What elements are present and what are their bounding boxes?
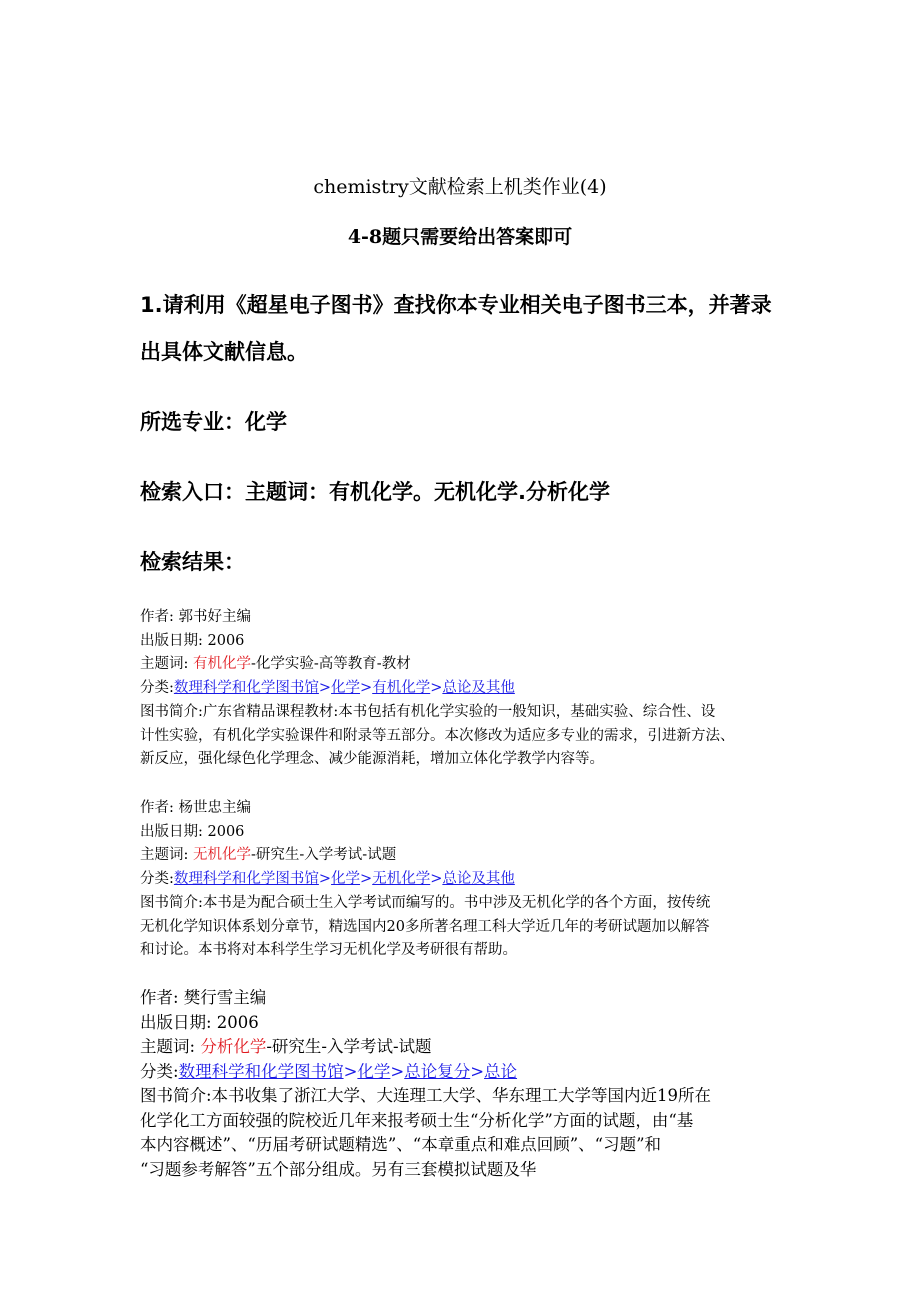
class-link-library[interactable]: 数理科学和化学图书馆 <box>173 680 319 697</box>
class-link-general[interactable]: 总论及其他 <box>442 680 515 697</box>
class-link-chemistry[interactable]: 化学 <box>331 871 361 888</box>
description-line: 化学化工方面较强的院校近几年来报考硕士生“分析化学”方面的试题，由“基 <box>140 1110 694 1130</box>
subject-label: 主题词: <box>140 1037 201 1056</box>
book-date: 出版日期: 2006 <box>140 823 245 840</box>
subject-label: 主题词: <box>140 847 193 864</box>
description-line: 无机化学知识体系划分章节，精选国内20多所著名理工科大学近几年的考研试题加以解答 <box>140 918 710 935</box>
description-line: “习题参考解答”五个部分组成。另有三套模拟试题及华 <box>140 1159 537 1179</box>
book-date: 出版日期: 2006 <box>140 632 245 649</box>
class-separator: > <box>390 1061 405 1081</box>
book-author: 作者: 樊行雪主编 <box>140 988 267 1007</box>
class-link-general[interactable]: 总论 <box>484 1061 518 1081</box>
class-link-chemistry[interactable]: 化学 <box>357 1061 391 1081</box>
subject-highlight: 无机化学 <box>193 847 251 864</box>
question-line-2: 出具体文献信息。 <box>140 340 308 364</box>
book-record-1 <box>140 606 785 772</box>
subject-highlight: 分析化学 <box>200 1037 267 1056</box>
description-line: 本内容概述”、“历届考研试题精选”、“本章重点和难点回顾”、“习题”和 <box>140 1135 662 1154</box>
class-label: 分类: <box>140 1061 179 1081</box>
book-classification <box>140 868 785 892</box>
class-label: 分类: <box>140 871 174 888</box>
class-separator: > <box>343 1061 358 1081</box>
description-line: 图书简介:广东省精品课程教材:本书包括有机化学实验的一般知识，基础实验、综合性、设 <box>140 703 716 720</box>
book-description <box>140 892 785 963</box>
class-link-library[interactable]: 数理科学和化学图书馆 <box>173 871 319 888</box>
book-classification <box>140 677 785 701</box>
search-results-heading: 检索结果： <box>140 550 245 574</box>
book-description <box>140 1084 790 1182</box>
description-line: 图书简介:本书收集了浙江大学、大连理工大学、华东理工大学等国内近19所在 <box>140 1086 712 1105</box>
class-separator: > <box>318 680 332 697</box>
book-description <box>140 701 785 772</box>
description-line: 和讨论。本书将对本科学生学习无机化学及考研很有帮助。 <box>140 942 517 959</box>
class-label: 分类: <box>140 680 174 697</box>
class-link-general[interactable]: 总论及其他 <box>442 871 515 888</box>
description-line: 图书简介:本书是为配合硕士生入学考试而编写的。书中涉及无机化学的各个方面，按传统 <box>140 894 711 911</box>
class-link-library[interactable]: 数理科学和化学图书馆 <box>178 1061 344 1081</box>
book-record-3 <box>140 986 790 1182</box>
subject-rest: -化学实验-高等教育-教材 <box>251 656 411 673</box>
description-line: 计性实验，有机化学实验课件和附录等五部分。本次修改为适应多专业的需求，引进新方法、 <box>140 727 735 744</box>
book-author: 作者: 杨世忠主编 <box>140 800 251 816</box>
class-link-chemistry[interactable]: 化学 <box>331 680 361 697</box>
book-date: 出版日期: 2006 <box>140 1012 259 1032</box>
class-separator: > <box>318 871 332 888</box>
class-link-subfield[interactable]: 有机化学 <box>372 680 431 697</box>
subject-rest: -研究生-入学考试-试题 <box>251 847 397 864</box>
description-line: 新反应，强化绿色化学理念、减少能源消耗，增加立体化学教学内容等。 <box>140 751 604 768</box>
class-separator: > <box>430 871 443 888</box>
book-author: 作者: 郭书好主编 <box>140 609 251 625</box>
book-record-2 <box>140 797 785 963</box>
search-entry: 检索入口：主题词：有机化学。无机化学.分析化学 <box>140 480 610 504</box>
class-separator: > <box>360 871 373 888</box>
class-separator: > <box>360 680 373 697</box>
subject-highlight: 有机化学 <box>193 656 251 673</box>
class-link-subfield[interactable]: 无机化学 <box>372 871 431 888</box>
subject-label: 主题词: <box>140 656 193 673</box>
document-title: chemistry文献检索上机类作业(4) <box>313 176 607 198</box>
question-line-1: 1.请利用《超星电子图书》查找你本专业相关电子图书三本，并著录 <box>140 293 772 317</box>
book-subject <box>140 1035 790 1060</box>
book-subject <box>140 844 785 868</box>
book-subject <box>140 653 785 677</box>
selected-major: 所选专业：化学 <box>140 410 287 434</box>
subject-rest: -研究生-入学考试-试题 <box>266 1037 432 1056</box>
document-subtitle: 4-8题只需要给出答案即可 <box>347 226 573 248</box>
class-link-subfield[interactable]: 总论复分 <box>404 1061 471 1081</box>
class-separator: > <box>430 680 443 697</box>
book-classification <box>140 1060 790 1085</box>
class-separator: > <box>470 1061 485 1081</box>
